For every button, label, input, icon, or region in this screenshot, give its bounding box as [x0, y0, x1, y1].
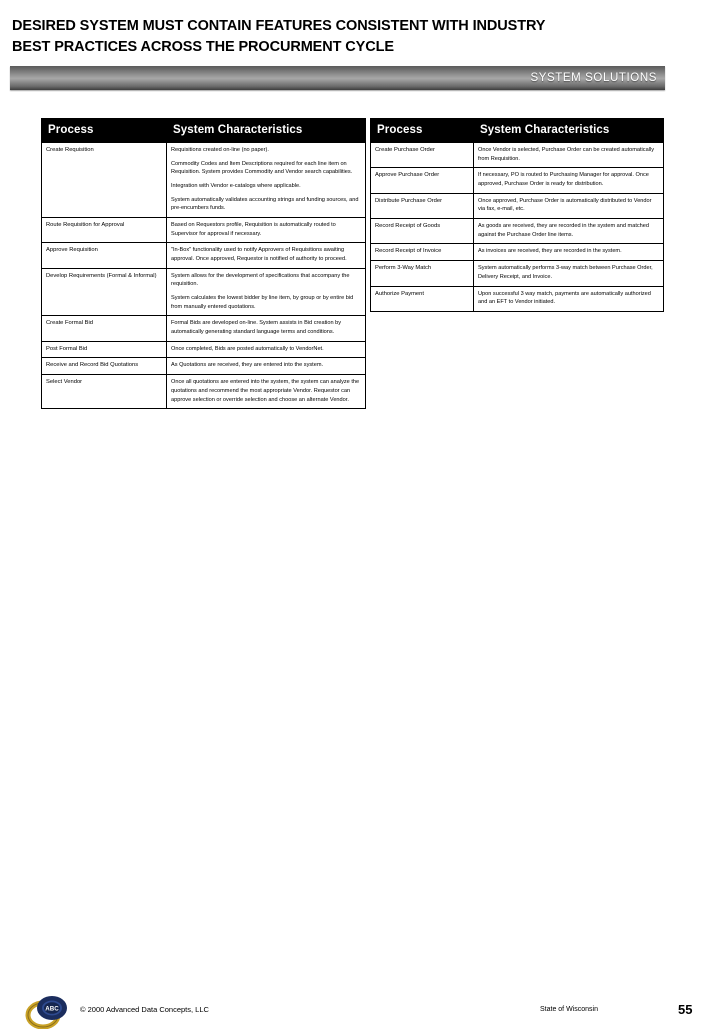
characteristic-paragraph: Requisitions created on-line (no paper). — [171, 147, 269, 153]
cell-process: Create Purchase Order — [371, 143, 474, 168]
cell-process: Record Receipt of Invoice — [371, 244, 474, 261]
cell-characteristics — [167, 243, 366, 268]
organization-name: State of Wisconsin — [540, 1006, 598, 1013]
characteristic-paragraph: Based on Requestors profile, Requisition is automatically routed to Supervisor for approval if necessary. — [171, 221, 336, 237]
characteristic-paragraph: If necessary, PO is routed to Purchasing Manager for approval. Once approved, Purchase Order is ready for distribution. — [478, 172, 649, 187]
characteristic-paragraph: System automatically performs 3-way match between Purchase Order, Delivery Receipt, and Invoice. — [478, 265, 653, 280]
process-table-right — [370, 118, 664, 312]
column-header-characteristics: System Characteristics — [474, 119, 664, 143]
table-row — [371, 261, 664, 286]
table-row — [371, 193, 664, 218]
cell-process: Select Vendor — [42, 375, 167, 409]
cell-process: Receive and Record Bid Quotations — [42, 358, 167, 375]
page-title-line-1: DESIRED SYSTEM MUST CONTAIN FEATURES CONSISTENT WITH INDUSTRY — [12, 18, 546, 34]
cell-process: Authorize Payment — [371, 286, 474, 311]
section-banner — [10, 66, 665, 90]
table-row — [371, 244, 664, 261]
table-row — [42, 217, 366, 242]
table-body-right — [371, 143, 664, 312]
table-row — [371, 168, 664, 193]
column-header-process: Process — [42, 119, 167, 143]
cell-process: Develop Requirements (Formal & Informal) — [42, 268, 167, 316]
cell-characteristics — [167, 268, 366, 316]
characteristic-paragraph: Formal Bids are developed on-line. System assists in Bid creation by automatically generating standard language terms and conditions. — [171, 320, 342, 335]
characteristic-paragraph: System allows for the development of specifications that accompany the requisition. — [171, 272, 350, 288]
table-row — [42, 243, 366, 268]
cell-characteristics — [167, 143, 366, 218]
characteristic-paragraph: Once approved, Purchase Order is automatically distributed to Vendor via fax, e-mail, etc. — [478, 197, 652, 213]
column-header-process: Process — [371, 119, 474, 143]
table-row — [42, 143, 366, 218]
cell-process: Post Formal Bid — [42, 341, 167, 358]
characteristic-paragraph: Once all quotations are entered into the system, the system can analyze the quotations and recommend the most appropriate Vendor. Requestor can approve selection or override selection and choose an alternate Vendor. — [171, 379, 360, 403]
cell-characteristics — [167, 375, 366, 409]
table-header-row — [371, 119, 664, 143]
cell-process: Create Requisition — [42, 143, 167, 218]
cell-characteristics — [474, 261, 664, 286]
table-row — [42, 341, 366, 358]
column-header-characteristics: System Characteristics — [167, 119, 366, 143]
cell-process: Route Requisition for Approval — [42, 217, 167, 242]
cell-characteristics — [167, 341, 366, 358]
characteristic-paragraph: "In-Box" functionality used to notify Approvers of Requisitions awaiting approval. Once approved, Requestor is notified of authority to proceed. — [171, 247, 347, 262]
table-row — [42, 316, 366, 341]
cell-characteristics — [474, 143, 664, 168]
characteristic-paragraph: System calculates the lowest bidder by line item, by group or by entire bid from manually entered quotations. — [171, 294, 354, 310]
slide-footer — [0, 495, 720, 1017]
characteristic-paragraph: As Quotations are received, they are entered into the system. — [171, 362, 324, 369]
cell-process: Approve Requisition — [42, 243, 167, 268]
copyright-text: © 2000 Advanced Data Concepts, LLC — [80, 1005, 209, 1014]
characteristic-paragraph: Once Vendor is selected, Purchase Order can be created automatically from Requisition. — [478, 147, 654, 162]
cell-characteristics — [474, 244, 664, 261]
table-row — [42, 358, 366, 375]
cell-characteristics — [474, 286, 664, 311]
characteristic-paragraph: Commodity Codes and Item Descriptions required for each line item on Requisition. System provides Commodity and Vendor search capabilities. — [171, 160, 353, 176]
cell-process: Record Receipt of Goods — [371, 218, 474, 243]
cell-characteristics — [167, 217, 366, 242]
cell-process: Perform 3-Way Match — [371, 261, 474, 286]
table-row — [42, 375, 366, 409]
table-row — [42, 268, 366, 316]
table-body-left — [42, 143, 366, 409]
characteristic-paragraph: Integration with Vendor e-catalogs where applicable. — [171, 182, 301, 189]
characteristic-paragraph: As invoices are received, they are recorded in the system. — [478, 248, 622, 255]
characteristic-paragraph: As goods are received, they are recorded in the system and matched against the Purchase Order line items. — [478, 222, 650, 238]
table-row — [371, 143, 664, 168]
table-header-row — [42, 119, 366, 143]
cell-process: Create Formal Bid — [42, 316, 167, 341]
cell-characteristics — [167, 358, 366, 375]
table-row — [371, 286, 664, 311]
page-title-line-2: BEST PRACTICES ACROSS THE PROCURMENT CYCLE — [12, 39, 394, 56]
cell-characteristics — [474, 193, 664, 218]
cell-characteristics — [167, 316, 366, 341]
abc-logo-text: ABC — [45, 1005, 59, 1013]
cell-process: Approve Purchase Order — [371, 168, 474, 193]
characteristic-paragraph: Once completed, Bids are posted automatically to VendorNet. — [171, 345, 324, 352]
characteristic-paragraph: Upon successful 3 way match, payments are automatically authorized and an EFT to Vendor initiated. — [478, 290, 651, 306]
table-row — [371, 218, 664, 243]
characteristic-paragraph: System automatically validates accounting strings and funding sources, and pre-encumbers funds. — [171, 196, 359, 212]
page-number: 55 — [678, 1002, 693, 1017]
cell-process: Distribute Purchase Order — [371, 193, 474, 218]
cell-characteristics — [474, 168, 664, 193]
process-table-left — [41, 118, 366, 409]
page-title — [12, 16, 652, 58]
section-banner-label: SYSTEM SOLUTIONS — [530, 72, 657, 84]
cell-characteristics — [474, 218, 664, 243]
abc-logo-icon — [24, 993, 76, 1029]
